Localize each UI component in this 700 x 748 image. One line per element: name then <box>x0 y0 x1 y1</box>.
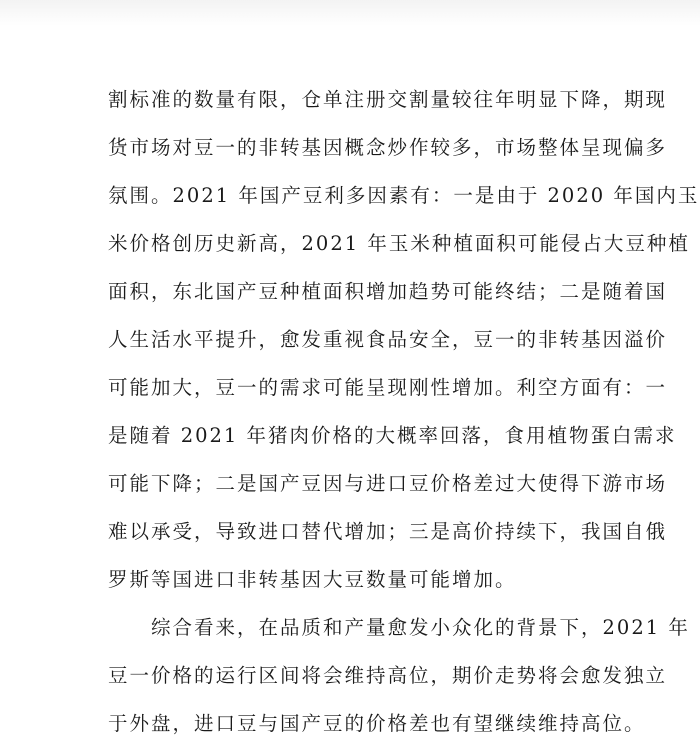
text-line: 可能加大，豆一的需求可能呈现刚性增加。利空方面有：一 <box>108 376 668 399</box>
text-line: 氛围。2021 年国产豆利多因素有：一是由于 2020 年国内玉 <box>108 184 700 207</box>
text-line: 货市场对豆一的非转基因概念炒作较多，市场整体呈现偏多 <box>108 136 668 159</box>
text-line: 人生活水平提升，愈发重视食品安全，豆一的非转基因溢价 <box>108 328 668 351</box>
document-body <box>108 76 700 748</box>
text-line: 综合看来，在品质和产量愈发小众化的背景下，2021 年 <box>108 616 690 639</box>
text-line: 难以承受，导致进口替代增加；三是高价持续下，我国自俄 <box>108 520 668 543</box>
paragraph-2 <box>108 604 690 748</box>
text-line: 于外盘，进口豆与国产豆的价格差也有望继续维持高位。 <box>108 712 646 735</box>
text-line: 豆一价格的运行区间将会维持高位，期价走势将会愈发独立 <box>108 664 668 687</box>
text-line: 面积，东北国产豆种植面积增加趋势可能终结；二是随着国 <box>108 280 668 303</box>
top-scan-band <box>0 0 700 26</box>
paragraph-1 <box>108 76 700 604</box>
text-line: 是随着 2021 年猪肉价格的大概率回落，食用植物蛋白需求 <box>108 424 677 447</box>
text-line: 罗斯等国进口非转基因大豆数量可能增加。 <box>108 568 517 591</box>
text-line: 可能下降；二是国产豆因与进口豆价格差过大使得下游市场 <box>108 472 668 495</box>
text-line: 割标准的数量有限，仓单注册交割量较往年明显下降，期现 <box>108 88 668 111</box>
text-line: 米价格创历史新高，2021 年玉米种植面积可能侵占大豆种植 <box>108 232 690 255</box>
